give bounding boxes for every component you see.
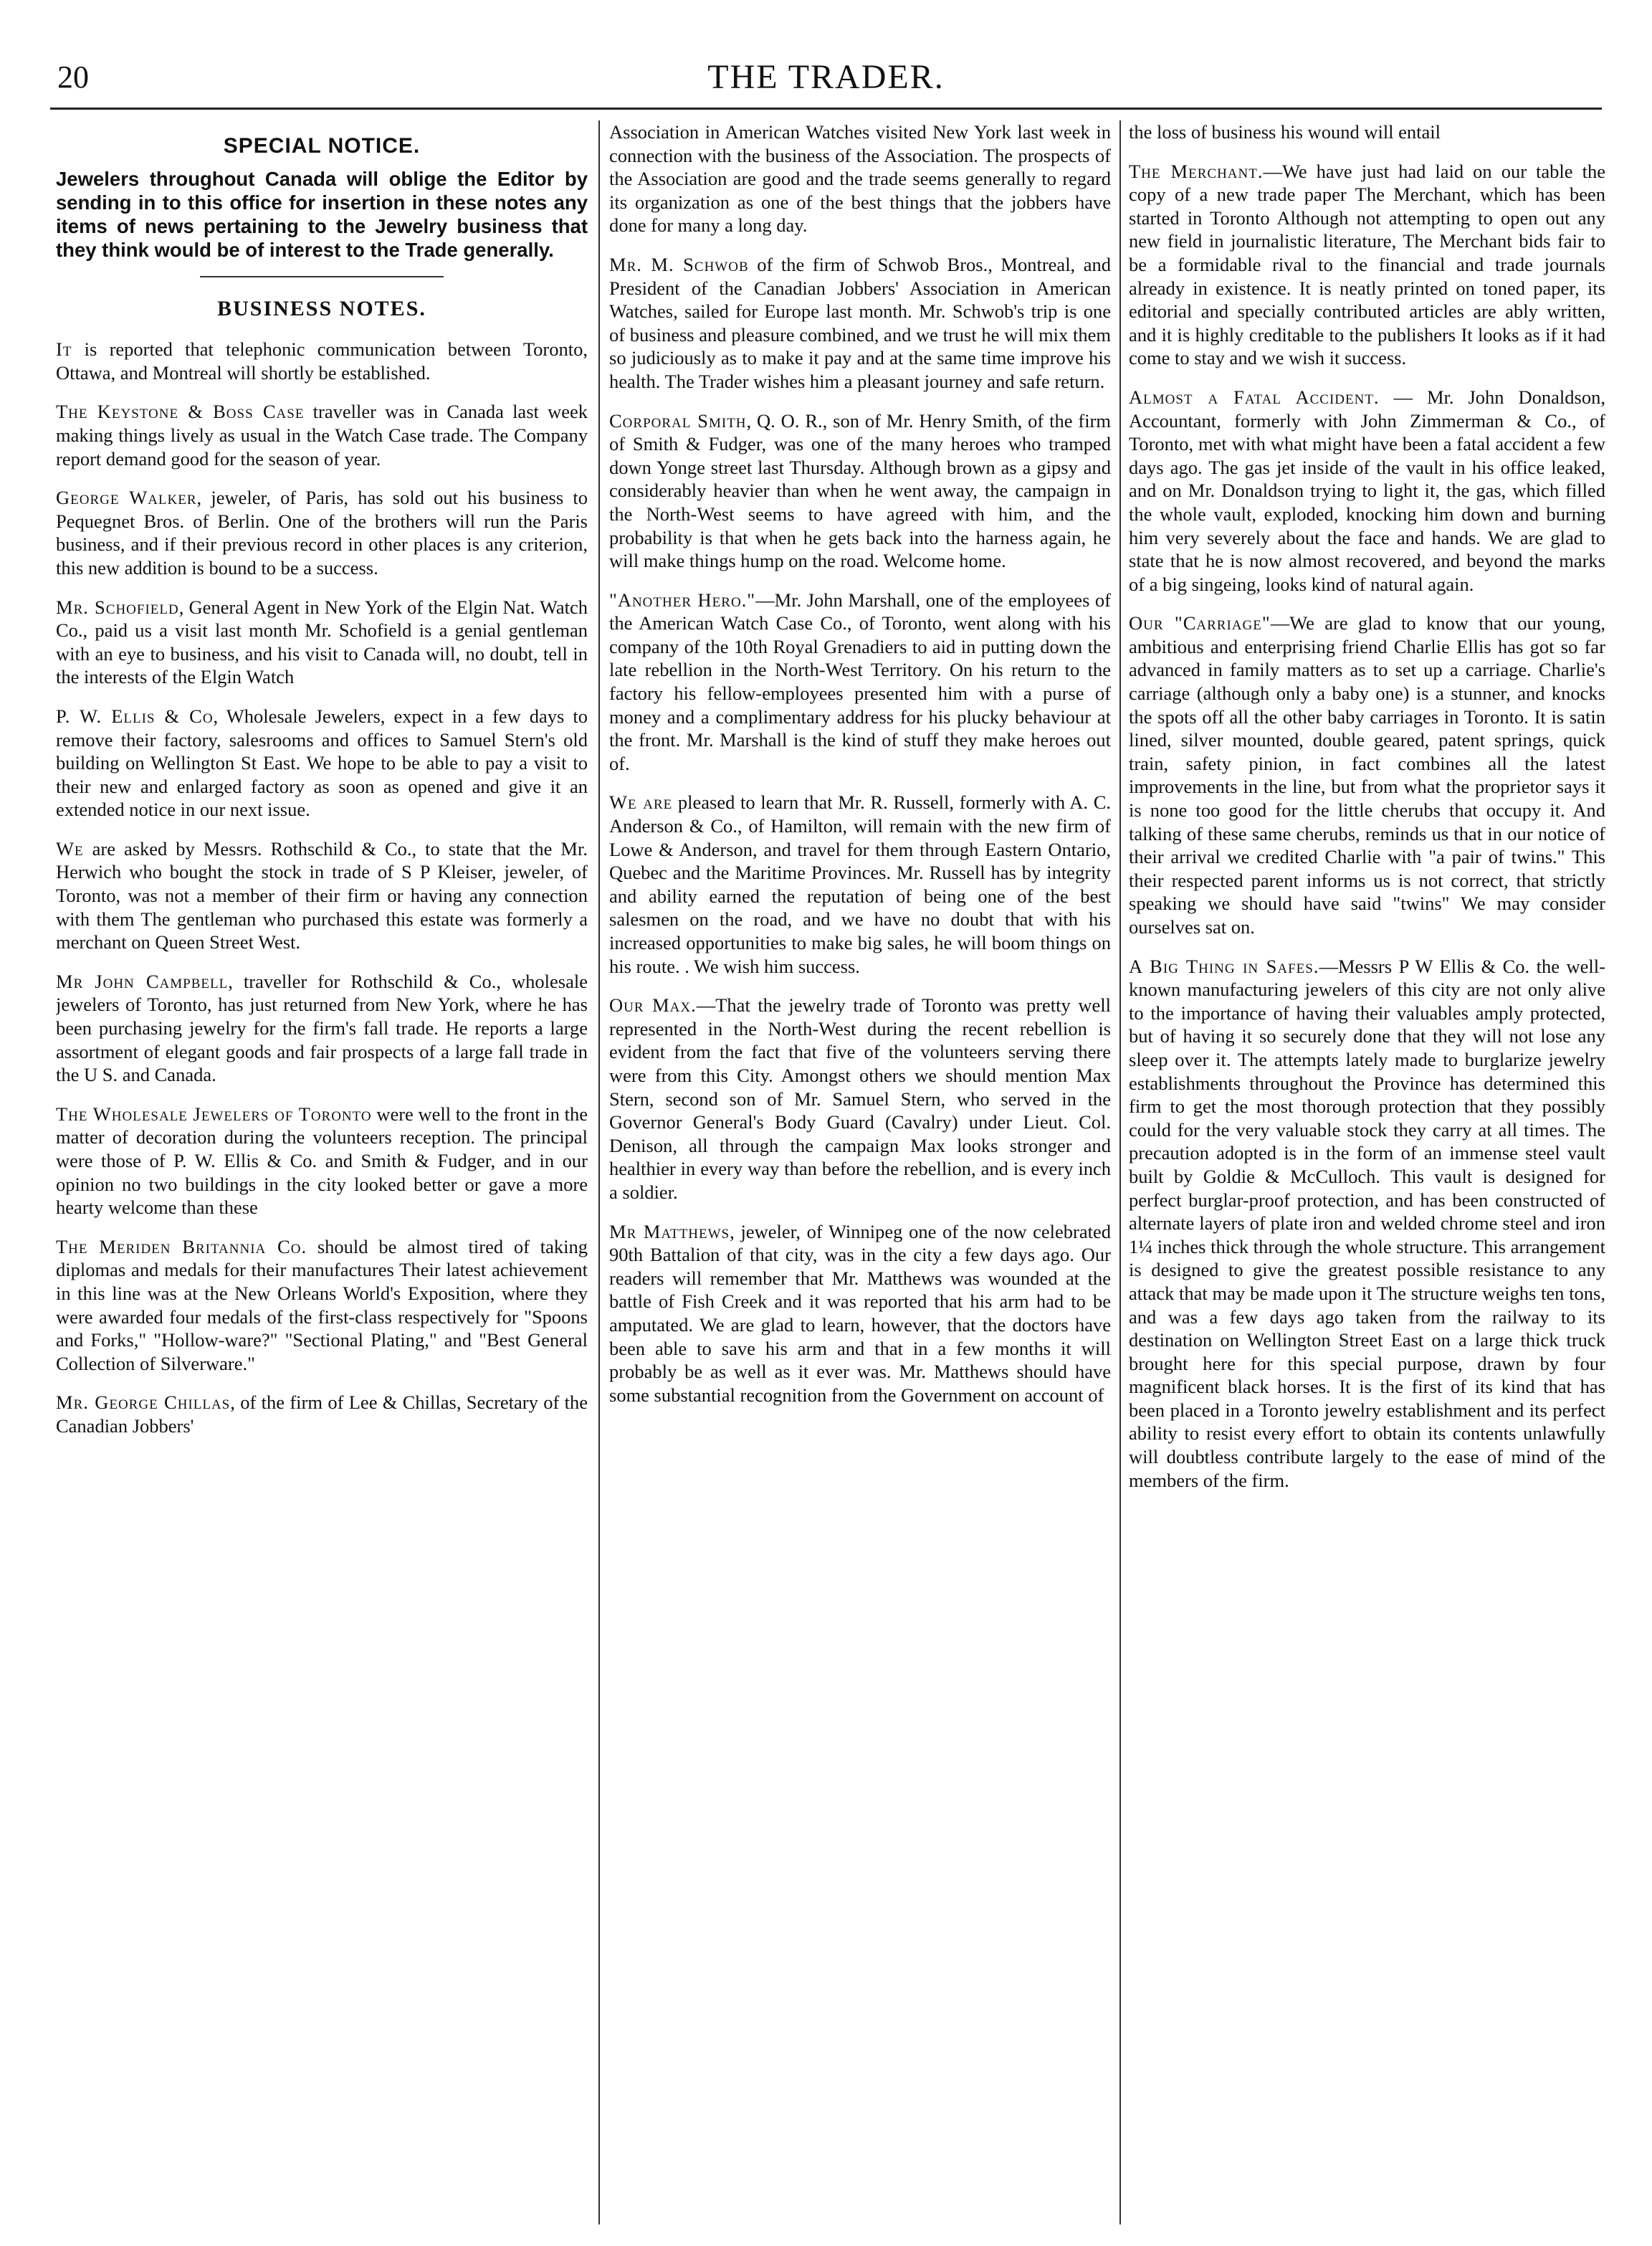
news-item-lead: The Wholesale Jewelers of Toronto — [56, 1103, 372, 1125]
news-item-text: , jeweler, of Paris, has sold out his business to Pequegnet Bros. of Berlin. One of the brothers will run the Paris business, and if their previous record in other places is any criterion, this new addition is bound to be a success. — [56, 487, 588, 579]
column-divider — [1119, 120, 1121, 2224]
news-item — [609, 409, 1111, 573]
news-item — [609, 589, 1111, 776]
news-item-text: —Messrs P W Ellis & Co. the well-known manufacturing jewelers of this city are not only alive to the importance of having their valuables amply protected, but of having it so securely done that they will not lose any sleep over it. The attempts lately made to burglarize jewelry establishments throughout the Province has determined this firm to get the most thorough protection that they possibly could for the very valuable stock they carry at all times. The precaution adopted is in the form of an immense steel vault built by Goldie & McCulloch. This vault is designed for perfect burglar-proof protection, and has been constructed of alternate layers of plate iron and welded chrome steel and iron 1¼ inches thick through the whole structure. This arrangement is designed to give the greatest possible resistance to any attack that may be made upon it The structure weighs ten tons, and was a few days ago taken from the railway to its destination on Wellington Street East on a large thick truck brought here for this special purpose, drawn by four magnificent black horses. It is the first of its kind that has been placed in a Toronto jewelry establishment and its perfect ability to resist every effort to obtain its contents unlawfully will doubtless contribute largely to the ease of mind of the members of the firm. — [1129, 955, 1605, 1491]
business-notes-heading: BUSINESS NOTES. — [217, 296, 426, 320]
special-notice-body: Jewelers throughout Canada will oblige the Editor by sending in to this office for insertion in these notes any items of news pertaining to the Jewelry business that they think would be of interest to the Trade generally. — [56, 167, 588, 261]
news-item-text: , General Agent in New York of the Elgin Nat. Watch Co., paid us a visit last month Mr. Schofield is a genial gentleman with an eye to business, and his visit to Canada will, no doubt, tell in the interests of the Elgin Watch — [56, 596, 588, 688]
news-item — [56, 1235, 588, 1376]
news-item — [609, 1220, 1111, 1407]
news-item-text: are asked by Messrs. Rothschild & Co., to state that the Mr. Herwich who bought the stock in trade of S P Kleiser, jeweler, of Toronto, was not a member of their firm or having any connection with them The gentleman who purchased this estate was formerly a merchant on Queen Street West. — [56, 837, 588, 953]
news-item — [609, 994, 1111, 1204]
news-item-text: pleased to learn that Mr. R. Russell, formerly with A. C. Anderson & Co., of Hamilton, will remain with the new firm of Lowe & Anderson, and travel for them through Eastern Ontario, Quebec and the Maritime Provinces. Mr. Russell has by integrity and ability earned the reputation of being one of the best salesmen on the road, and we have no doubt that with his increased opportunities to make big sales, he will boom things on his route. . We wish him success. — [609, 791, 1111, 977]
news-item-lead: Almost a Fatal Accident. — [1129, 386, 1380, 408]
column-divider — [598, 120, 600, 2224]
news-item-text: —We are glad to know that our young, ambitious and enterprising friend Charlie Ellis has got so far advanced in family matters as to set up a carriage. Charlie's carriage (although only a baby one) is a stunner, and knocks the spots off all the other baby carriages in Toronto. It is satin lined, silver mounted, double geared, patent springs, quick train, safety pinion, in fact combines all the latest improvements in the line, but from what the proprietor says it is none too good for the little cherubs that occupy it. And talking of these same cherubs, reminds us that in our notice of their arrival we credited Charlie with "a pair of twins." This their respected parent informs us is not correct, that strictly speaking we should have said "twins" We may consider ourselves sat on. — [1129, 612, 1605, 938]
news-item-lead: Mr. George Chillas — [56, 1391, 231, 1414]
masthead: THE TRADER. — [707, 58, 945, 96]
news-item — [56, 486, 588, 579]
news-item-text: of the firm of Schwob Bros., Montreal, and President of the Canadian Jobbers' Association in American Watches, sailed for Europe last month. Mr. Schwob's trip is one of business and pleasure combined, and we trust he will mix them so judiciously as to make it pay and at the same time improve his health. The Trader wishes him a pleasant journey and safe return. — [609, 253, 1111, 392]
news-item — [56, 1103, 588, 1219]
news-item-text: —That the jewelry trade of Toronto was pretty well represented in the North-West during the recent rebellion is evident from the fact that five of the volunteers serving there were from this City. Amongst others we should mention Max Stern, second son of Mr. Samuel Stern, who served in the Governor General's Body Guard (Cavalry) under Lieut. Col. Denison, all through the campaign Max looks stronger and healthier in every way than before the rebellion, and is every inch a soldier. — [609, 994, 1111, 1203]
news-item-lead: We are — [609, 791, 673, 814]
news-item-text: traveller was in Canada last week making things lively as usual in the Watch Case trade. The Company report demand good for the season of year. — [56, 401, 588, 470]
news-item-text: , Q. O. R., son of Mr. Henry Smith, of the firm of Smith & Fudger, was one of the many heroes who tramped down Yonge street last Thursday. Although brown as a gipsy and considerably heavier than when he went away, the campaign in the North-West seems to have agreed with him, and the probability is that when he gets back into the harness again, he will make things hump on the road. Welcome home. — [609, 409, 1111, 572]
news-item-text: the loss of business his wound will entail — [1129, 121, 1441, 143]
news-item — [56, 1391, 588, 1437]
news-item-lead: Mr. Schofield — [56, 596, 179, 618]
news-item-text: is reported that telephonic communication between Toronto, Ottawa, and Montreal will shortly be established. — [56, 338, 588, 384]
news-item — [609, 791, 1111, 978]
news-item — [1129, 612, 1605, 938]
news-item-text: — Mr. John Donaldson, Accountant, formerly with John Zimmerman & Co., of Toronto, met with what might have been a fatal accident a few days ago. The gas jet inside of the vault in his office leaked, and on Mr. Donaldson trying to light it, the gas, which filled the whole vault, exploded, knocking him down and burning him very severely about the face and hands. We are glad to state that he is now almost recovered, and beyond the marks of a big singeing, looks kind of natural again. — [1129, 386, 1605, 595]
news-item-lead: Mr John Campbell — [56, 970, 229, 992]
news-item-lead: The Meriden Britannia Co. — [56, 1235, 307, 1257]
page-number: 20 — [57, 60, 89, 95]
news-item-lead: The Keystone & Boss Case — [56, 401, 305, 423]
news-item — [56, 837, 588, 954]
news-item — [56, 596, 588, 689]
news-item-text: , jeweler, of Winnipeg one of the now celebrated 90th Battalion of that city, was in the city a few days ago. Our readers will remember that Mr. Matthews was wounded at the battle of Fish Creek and it was reported that his arm had to be amputated. We are glad to learn, however, that the doctors have been able to save his arm and that in a few months it will probably be as well as it ever was. Mr. Matthews should have some substantial recognition from the Government on account of — [609, 1220, 1111, 1406]
business-notes-list — [56, 338, 588, 1437]
news-item-text: Association in American Watches visited New York last week in connection with the business of the Association. The prospects of the Association are good and the trade seems generally to regard its organization as one of the best things that the jobbers have done for many a long day. — [609, 121, 1111, 237]
news-item — [1129, 386, 1605, 596]
column-2 — [609, 120, 1111, 2224]
column-1 — [56, 120, 588, 2224]
news-item-lead: Mr. M. Schwob — [609, 253, 749, 275]
news-item — [56, 400, 588, 470]
news-item-text: , Wholesale Jewelers, expect in a few days to remove their factory, salesrooms and offices to Samuel Stern's old building on Wellington St East. We hope to be able to pay a visit to their new and enlarged factory as soon as opened and give it an extended notice in our next issue. — [56, 705, 588, 821]
news-item-lead: We — [56, 837, 84, 860]
news-item-lead: A Big Thing in Safes. — [1129, 955, 1319, 977]
section-divider — [200, 276, 444, 277]
news-item-lead: The Merchant. — [1129, 160, 1264, 182]
column-3 — [1129, 120, 1605, 2224]
news-item-lead: Corporal Smith — [609, 409, 747, 432]
news-item-lead: It — [56, 338, 72, 361]
news-item-lead: Our "Carriage" — [1129, 612, 1271, 634]
news-item-lead: George Walker — [56, 487, 197, 509]
news-item-lead: Our Max. — [609, 994, 697, 1017]
news-item-lead: Mr Matthews — [609, 1220, 730, 1242]
news-item-lead: "Another Hero." — [609, 589, 756, 611]
news-item — [609, 253, 1111, 394]
news-item — [1129, 120, 1605, 144]
news-item-lead: P. W. Ellis & Co — [56, 705, 214, 727]
news-item-text: —We have just had laid on our table the copy of a new trade paper The Merchant, which has been started in Toronto Although not attempting to open out any new field in journalistic literature, The Merchant bids fair to be a formidable rival to the financial and trade journals already in existence. It is neatly printed on toned paper, its editorial and specially contributed articles are ably written, and it is highly creditable to the publishers It looks as if it had come to stay and we wish it success. — [1129, 160, 1605, 369]
news-item-text: were well to the front in the matter of decoration during the volunteers reception. The principal were those of P. W. Ellis & Co. and Smith & Fudger, and in our opinion no two buildings in the city looked better or gave a more hearty welcome than these — [56, 1103, 588, 1219]
news-item — [609, 120, 1111, 237]
news-item-text: , of the firm of Lee & Chillas, Secretary of the Canadian Jobbers' — [56, 1391, 588, 1437]
special-notice-heading: SPECIAL NOTICE. — [223, 134, 421, 158]
news-item-text: —Mr. John Marshall, one of the employees of the American Watch Case Co., of Toronto, went along with his company of the 10th Royal Grenadiers to aid in putting down the late rebellion in the North-West Territory. On his return to the factory his fellow-employees presented him with a purse of money and a complimentary address for his plucky behaviour at the front. Mr. Marshall is the kind of stuff they make heroes out of. — [609, 589, 1111, 774]
news-item — [56, 705, 588, 822]
news-item — [1129, 160, 1605, 370]
masthead-rule — [50, 108, 1602, 110]
news-item — [56, 970, 588, 1087]
news-item-text: should be almost tired of taking diplomas and medals for their manufactures Their latest achievement in this line was at the New Orleans World's Exposition, where they were awarded four medals of the first-class respectively for "Spoons and Forks," "Hollow-ware?" "Sectional Plating," and "Best General Collection of Silverware." — [56, 1235, 588, 1374]
news-item — [56, 338, 588, 384]
news-item — [1129, 955, 1605, 1493]
news-item-text: , traveller for Rothschild & Co., wholesale jewelers of Toronto, has just returned from New York, where he has been purchasing jewelry for the firm's fall trade. He reports a large assortment of elegant goods and fair prospects of a large fall trade in the U S. and Canada. — [56, 970, 588, 1086]
